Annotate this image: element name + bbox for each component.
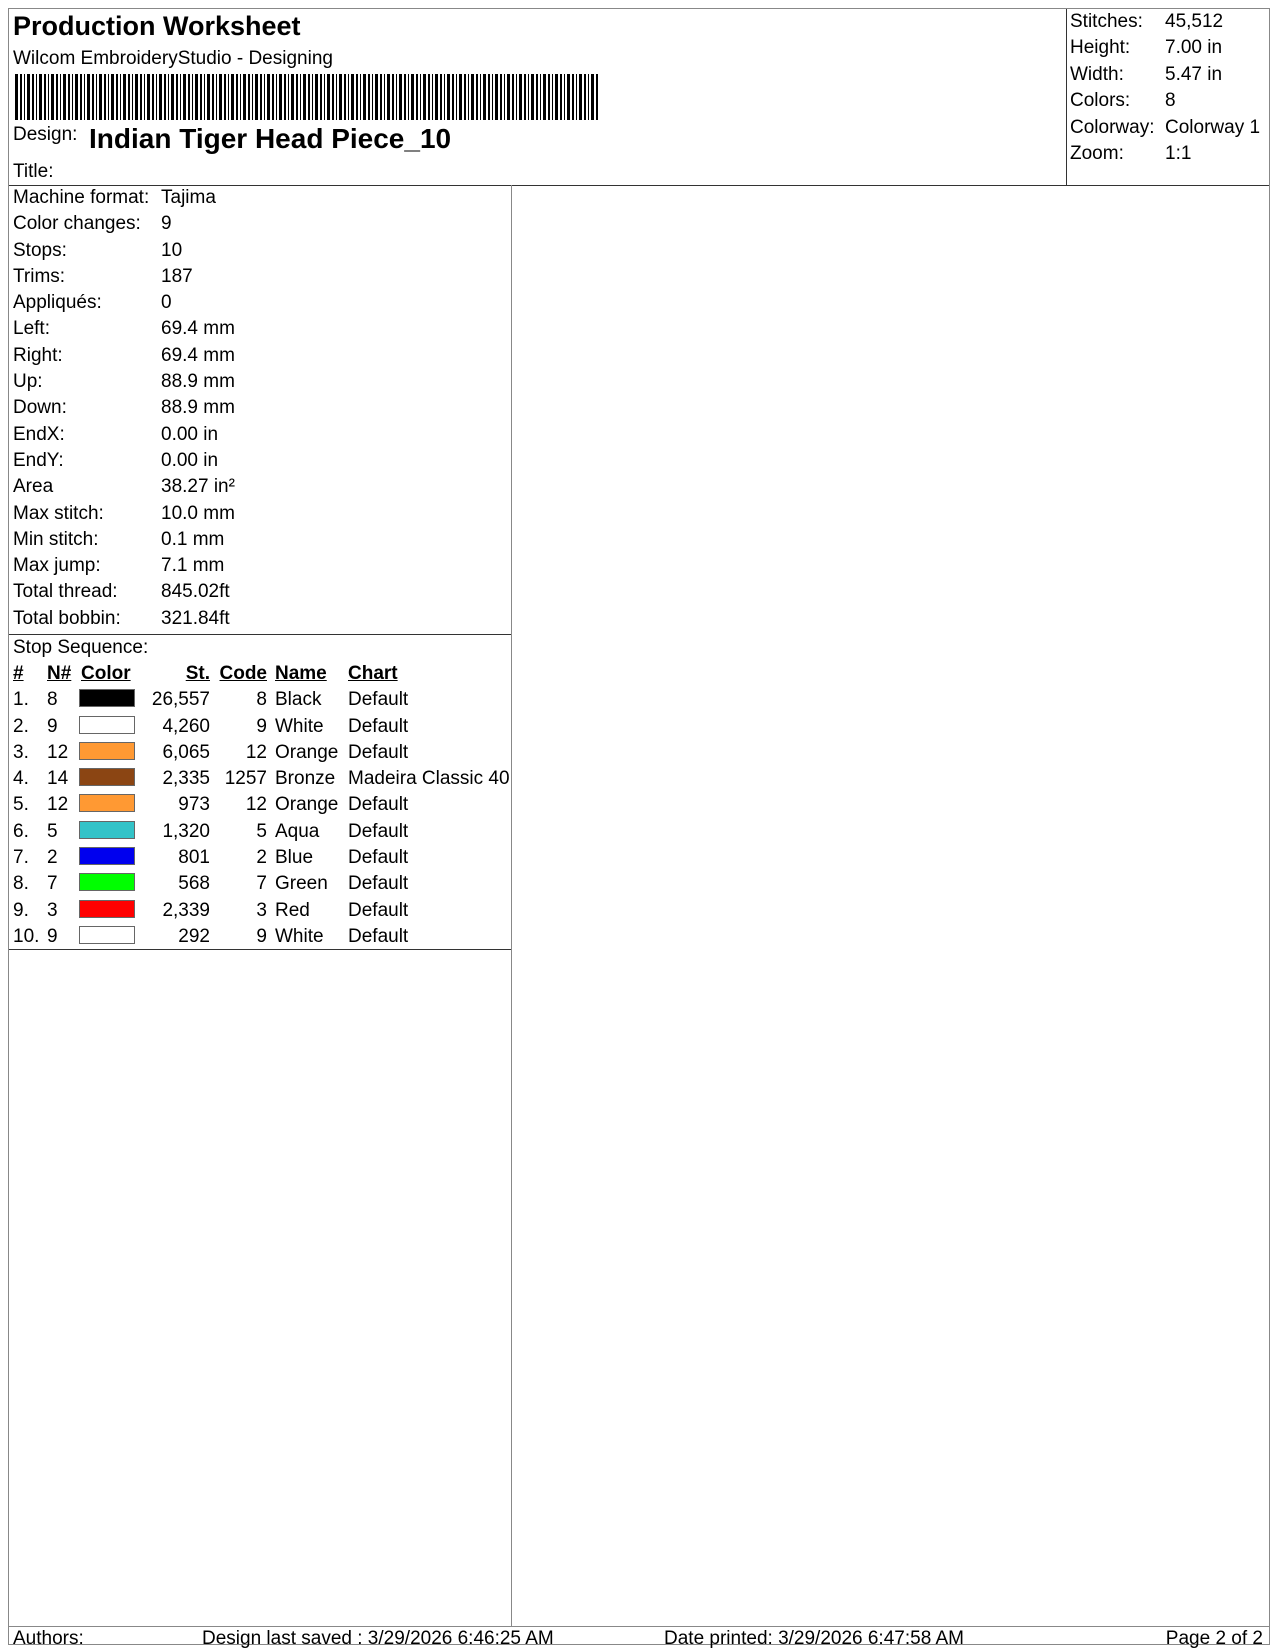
stat-label: Max stitch:: [13, 502, 104, 524]
row-code: 8: [256, 689, 267, 711]
row-name: Green: [275, 873, 328, 895]
title-label: Title:: [13, 161, 54, 182]
row-stitches: 2,335: [162, 768, 210, 790]
stat-value: 10: [161, 239, 183, 261]
row-chart: Madeira Classic 40: [348, 768, 510, 790]
worksheet-header: [9, 9, 1269, 186]
row-chart: Default: [348, 715, 409, 737]
stat-label: Up:: [13, 371, 43, 393]
stat-row: [9, 371, 511, 397]
stat-label: Left:: [13, 318, 50, 340]
stat-row: [9, 424, 511, 450]
row-code: 12: [245, 794, 267, 816]
row-code: 5: [256, 820, 267, 842]
color-swatch: [79, 926, 135, 944]
page-title: Production Worksheet: [13, 11, 301, 41]
stat-label: Right:: [13, 344, 63, 366]
row-needle: 9: [47, 715, 58, 737]
row-num: 3.: [13, 741, 29, 763]
row-needle: 8: [47, 689, 58, 711]
stat-label: Color changes:: [13, 213, 141, 235]
stop-sequence-title: Stop Sequence:: [13, 637, 149, 658]
row-chart: Default: [348, 794, 409, 816]
design-statistics: [9, 185, 511, 635]
summary-row: Height: 7.00 in: [1070, 37, 1223, 59]
stat-value: 88.9 mm: [161, 397, 235, 419]
barcode-image: [15, 74, 599, 120]
stat-value: 88.9 mm: [161, 371, 235, 393]
stat-row: [9, 213, 511, 239]
stat-value: 69.4 mm: [161, 344, 235, 366]
col-color: Color: [81, 663, 131, 684]
table-row: [9, 689, 511, 715]
col-name: Name: [275, 663, 327, 684]
stat-value: 38.27 in²: [161, 476, 235, 498]
page-number: Page 2 of 2: [1165, 1628, 1263, 1649]
row-code: 9: [256, 925, 267, 947]
color-swatch: [79, 873, 135, 891]
summary-panel: [1066, 9, 1269, 185]
row-chart: Default: [348, 925, 409, 947]
row-name: Aqua: [275, 820, 320, 842]
row-name: Blue: [275, 847, 314, 869]
stat-row: [9, 608, 511, 634]
row-stitches: 1,320: [162, 820, 210, 842]
row-needle: 9: [47, 925, 58, 947]
table-row: [9, 926, 511, 952]
stat-label: EndX:: [13, 423, 65, 445]
row-name: White: [275, 715, 324, 737]
summary-row: Colorway: Colorway 1: [1070, 116, 1261, 138]
stat-label: Stops:: [13, 239, 67, 261]
row-name: Orange: [275, 794, 339, 816]
row-stitches: 26,557: [151, 689, 210, 711]
row-chart: Default: [348, 873, 409, 895]
stat-value: 845.02ft: [161, 581, 230, 603]
summary-row: Width: 5.47 in: [1070, 63, 1223, 85]
stat-label: Down:: [13, 397, 67, 419]
stat-row: [9, 529, 511, 555]
stat-row: [9, 292, 511, 318]
row-chart: Default: [348, 820, 409, 842]
color-swatch: [79, 742, 135, 760]
stat-row: [9, 476, 511, 502]
row-chart: Default: [348, 689, 409, 711]
stat-value: 0: [161, 292, 172, 314]
row-code: 12: [245, 741, 267, 763]
row-num: 2.: [13, 715, 29, 737]
color-swatch: [79, 821, 135, 839]
stat-label: Total bobbin:: [13, 607, 121, 629]
row-chart: Default: [348, 741, 409, 763]
row-needle: 3: [47, 899, 58, 921]
table-row: [9, 794, 511, 820]
stat-row: [9, 345, 511, 371]
stop-sequence-table: [9, 635, 511, 950]
stat-row: [9, 503, 511, 529]
stat-row: [9, 318, 511, 344]
row-name: Bronze: [275, 768, 336, 790]
row-code: 9: [256, 715, 267, 737]
stat-label: Min stitch:: [13, 528, 99, 550]
stat-value: 187: [161, 265, 193, 287]
worksheet-page: [8, 8, 1270, 1649]
summary-row: Stitches: 45,512: [1070, 11, 1224, 32]
table-row: [9, 847, 511, 873]
software-subtitle: Wilcom EmbroideryStudio - Designing: [13, 48, 333, 69]
table-row: [9, 873, 511, 899]
row-needle: 12: [47, 741, 69, 763]
design-name: Indian Tiger Head Piece_10: [89, 123, 452, 154]
row-name: Black: [275, 689, 322, 711]
stat-value: 10.0 mm: [161, 502, 235, 524]
row-num: 9.: [13, 899, 29, 921]
row-code: 7: [256, 873, 267, 895]
stat-value: 0.1 mm: [161, 528, 225, 550]
row-stitches: 568: [178, 873, 210, 895]
stat-row: [9, 450, 511, 476]
stat-label: Machine format:: [13, 187, 150, 208]
row-code: 3: [256, 899, 267, 921]
stat-value: 69.4 mm: [161, 318, 235, 340]
row-stitches: 4,260: [162, 715, 210, 737]
stop-sequence-header: [9, 663, 511, 689]
stat-row: [9, 240, 511, 266]
stat-value: 321.84ft: [161, 607, 230, 629]
col-stitches: St.: [185, 663, 210, 684]
row-num: 7.: [13, 847, 29, 869]
color-swatch: [79, 689, 135, 707]
row-needle: 12: [47, 794, 69, 816]
col-num: #: [13, 663, 24, 684]
stat-row: [9, 266, 511, 292]
row-needle: 2: [47, 847, 58, 869]
color-swatch: [79, 716, 135, 734]
stat-label: EndY:: [13, 449, 64, 471]
row-stitches: 973: [178, 794, 210, 816]
stat-label: Trims:: [13, 265, 66, 287]
stat-row: [9, 581, 511, 607]
stat-label: Area: [13, 476, 54, 498]
row-num: 4.: [13, 768, 29, 790]
summary-row: Zoom: 1:1: [1070, 142, 1192, 164]
color-swatch: [79, 900, 135, 918]
row-needle: 7: [47, 873, 58, 895]
authors-label: Authors:: [13, 1628, 84, 1649]
stat-value: Tajima: [161, 187, 216, 208]
color-swatch: [79, 768, 135, 786]
color-swatch: [79, 794, 135, 812]
row-num: 6.: [13, 820, 29, 842]
row-code: 2: [256, 847, 267, 869]
last-saved: Design last saved : 3/29/2026 6:46:25 AM: [202, 1628, 554, 1649]
stat-row: [9, 555, 511, 581]
row-stitches: 292: [178, 925, 210, 947]
row-num: 1.: [13, 689, 29, 711]
worksheet-footer: [9, 1626, 1269, 1649]
row-chart: Default: [348, 847, 409, 869]
table-row: [9, 742, 511, 768]
row-name: White: [275, 925, 324, 947]
row-name: Red: [275, 899, 310, 921]
stat-row: [9, 187, 511, 213]
date-printed: Date printed: 3/29/2026 6:47:58 AM: [664, 1628, 964, 1649]
details-column: [9, 185, 512, 1626]
row-code: 1257: [224, 768, 267, 790]
stat-value: 0.00 in: [161, 449, 219, 471]
row-num: 5.: [13, 794, 29, 816]
color-swatch: [79, 847, 135, 865]
row-needle: 14: [47, 768, 69, 790]
stat-value: 7.1 mm: [161, 555, 225, 577]
table-row: [9, 900, 511, 926]
row-stitches: 6,065: [162, 741, 210, 763]
table-row: [9, 768, 511, 794]
stat-value: 9: [161, 213, 172, 235]
stat-label: Appliqués:: [13, 292, 102, 314]
design-label: Design:: [13, 124, 78, 145]
row-needle: 5: [47, 820, 58, 842]
row-chart: Default: [348, 899, 409, 921]
row-stitches: 801: [178, 847, 210, 869]
col-code: Code: [219, 663, 267, 684]
summary-row: Colors: 8: [1070, 90, 1176, 112]
stat-label: Total thread:: [13, 581, 118, 603]
row-num: 8.: [13, 873, 29, 895]
stat-row: [9, 397, 511, 423]
stat-value: 0.00 in: [161, 423, 219, 445]
row-num: 10.: [13, 925, 40, 947]
table-row: [9, 716, 511, 742]
table-row: [9, 821, 511, 847]
row-stitches: 2,339: [162, 899, 210, 921]
row-name: Orange: [275, 741, 339, 763]
stat-label: Max jump:: [13, 555, 101, 577]
col-chart: Chart: [348, 663, 398, 684]
col-needle: N#: [47, 663, 72, 684]
